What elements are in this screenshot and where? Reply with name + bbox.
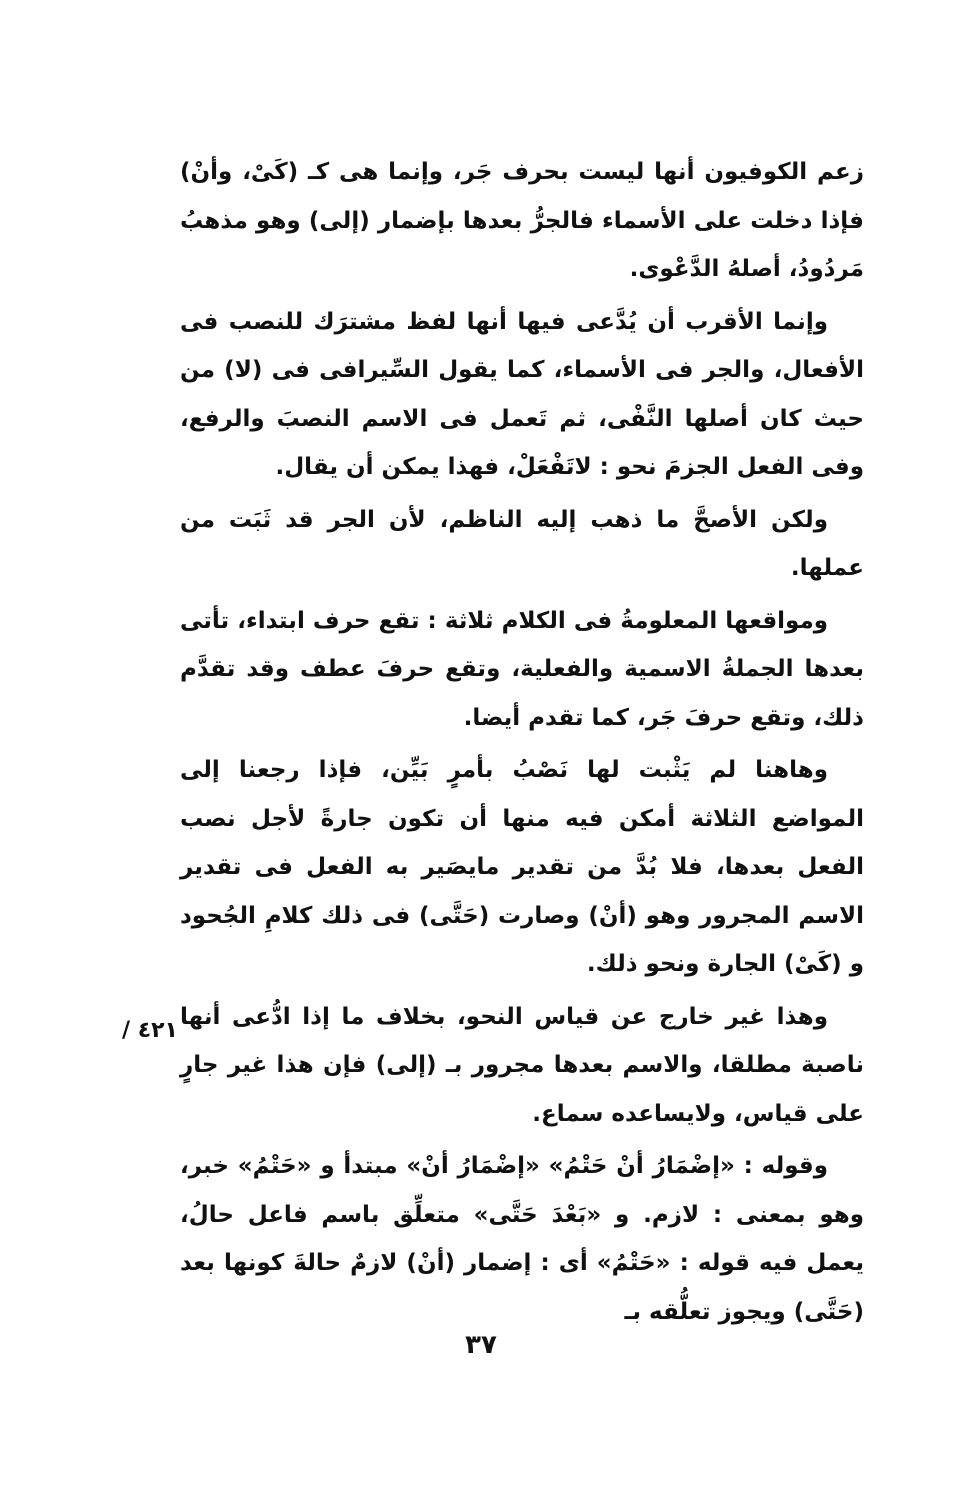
paragraph-4: ومواقعها المعلومةُ فى الكلام ثلاثة : تقع حرف ابتداء، تأتى بعدها الجملةُ الاسمية والفعلية، وتقع حرفَ عطف وقد تقدَّم ذلك، وتقع حرفَ جَر، كما تقدم أيضا. (180, 607, 864, 731)
margin-reference-number: ٤٢١ / (122, 1018, 178, 1043)
paragraph-1: زعم الكوفيون أنها ليست بحرف جَر، وإنما هى كـ (كَىْ، وأنْ) فإذا دخلت على الأسماء فالجرُّ بعدها بإضمار (إلى) وهو مذهبُ مَردُودُ، أصلهُ الدَّعْوى. (180, 159, 864, 282)
paragraph-3: ولكن الأصحَّ ما ذهب إليه الناظم، لأن الجر قد ثَبَت من عملها. (180, 506, 864, 581)
paragraph-2: وإنما الأقرب أن يُدَّعى فيها أنها لفظ مشترَك للنصب فى الأفعال، والجر فى الأسماء، كما يقول السِّيرافى فى (لا) من حيث كان أصلها النَّفْى، ثم تَعمل فى الاسم النصبَ والرفع، وفى الفعل الجزمَ نحو : لاتَفْعَلْ، فهذا يمكن أن يقال. (180, 308, 864, 480)
page-number: ٣٧ (465, 1330, 497, 1360)
paragraph-5: وهاهنا لم يَثْبت لها نَصْبُ بأمرٍ بَيِّن، فإذا رجعنا إلى المواضع الثلاثة أمكن فيه منها أن تكون جارةً لأجل نصب الفعل بعدها، فلا بُدَّ من تقدير مايصَير به الفعل فى تقدير الاسم المجرور وهو (أنْ) وصارت (حَتَّى) فى ذلك كلامِ الجُحود و (كَىْ) الجارة ونحو ذلك. (180, 757, 864, 977)
paragraph-7: وقوله : «إضْمَارُ أنْ حَتْمُ» «إضْمَارُ أنْ» مبتدأ و «حَتْمُ» خبر، وهو بمعنى : لازم. و «بَعْدَ حَتَّى» متعلِّق باسم فاعل حالُ، يعمل فيه قوله : «حَتْمُ» أى : إضمار (أنْ) لازمٌ حالةَ كونها بعد (حَتَّى) ويجوز تعلُّقه بـ (180, 1153, 864, 1325)
paragraph-6: وهذا غير خارج عن قياس النحو، بخلاف ما إذا ادُّعى أنها ناصبة مطلقا، والاسم بعدها مجرور بـ (إلى) فإن هذا غير جارٍ على قياس، ولايساعده سماع. (180, 1003, 864, 1127)
body-text (180, 148, 864, 1336)
